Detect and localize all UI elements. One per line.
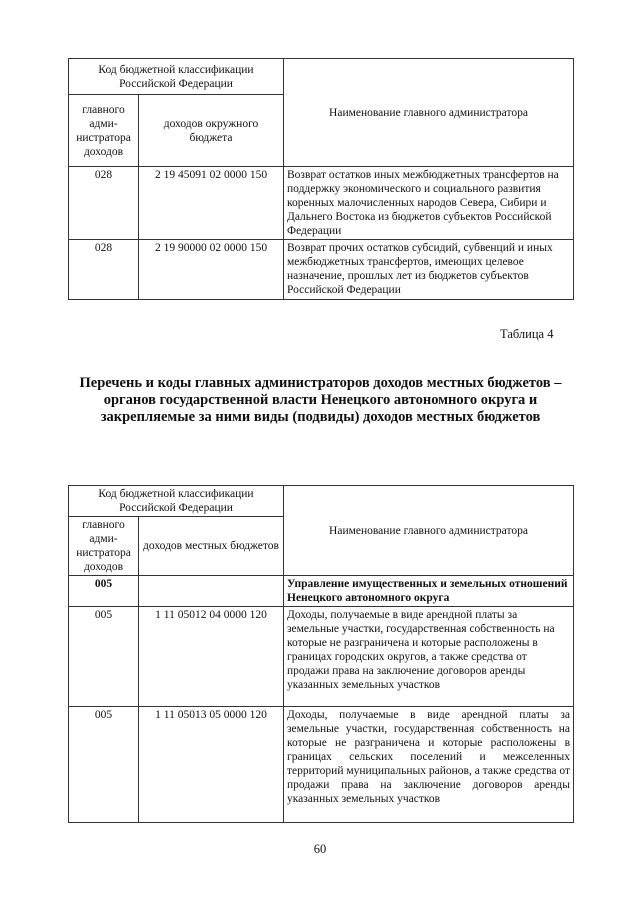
budget-codes-table-2 [68,485,574,823]
admin-code-cell: 028 [69,240,139,300]
admin-code-cell: 005 [69,607,139,707]
name-column-header: Наименование главного администратора [284,59,574,167]
classification-code-cell: 1 11 05013 05 0000 120 [139,707,284,823]
classification-code-cell: 2 19 90000 02 0000 150 [139,240,284,300]
section-heading: Перечень и коды главных администраторов доходов местных бюджетов – органов государственной власти Ненецкого автономного округа и закрепляемые за ними виды (подвиды) доходов местных бюджетов [79,375,562,425]
admin-code-cell: 005 [69,576,139,607]
classification-code-cell: 1 11 05012 04 0000 120 [139,607,284,707]
budget-codes-table-1 [68,58,574,300]
administrator-name-cell: Возврат остатков иных межбюджетных трансфертов на поддержку экономического и социального развития коренных малочисленных народов Севера, Сибири и Дальнего Востока из бюджетов субъектов Российской Федерации [284,167,574,240]
table-row [69,707,574,823]
code-group-header: Код бюджетной классификации Российской Федерации [69,486,284,517]
administrator-name-cell: Возврат прочих остатков субсидий, субвенций и иных межбюджетных трансфертов, имеющих целевое назначение, прошлых лет из бюджетов субъектов Российской Федерации [284,240,574,300]
table-row [69,576,574,607]
admin-column-header: главного адми-нистратора доходов [69,517,139,576]
administrator-name-cell: Доходы, получаемые в виде арендной платы за земельные участки, государственная собственность на которые не разграничена и которые расположены в границах сельских поселений и межселенных территорий муниципальных районов, а также средства от продажи права на заключение договоров аренды указанных земельных участков [284,707,574,823]
table-caption: Таблица 4 [500,327,554,341]
income-column-header: доходов местных бюджетов [139,517,284,576]
admin-column-header: главного адми-нистратора доходов [69,95,139,167]
administrator-name-cell: Управление имущественных и земельных отношений Ненецкого автономного округа [284,576,574,607]
table-row [69,607,574,707]
classification-code-cell [139,576,284,607]
administrator-name-cell: Доходы, получаемые в виде арендной платы за земельные участки, государственная собственность на которые не разграничена и которые расположены в границах городских округов, а также средства от продажи права на заключение договоров аренды указанных земельных участков [284,607,574,707]
income-column-header: доходов окружного бюджета [139,95,284,167]
admin-code-cell: 005 [69,707,139,823]
code-group-header: Код бюджетной классификации Российской Федерации [69,59,284,95]
table-row [69,167,574,240]
admin-code-cell: 028 [69,167,139,240]
page-number: 60 [313,842,327,856]
classification-code-cell: 2 19 45091 02 0000 150 [139,167,284,240]
table-row [69,240,574,300]
name-column-header: Наименование главного администратора [284,486,574,576]
